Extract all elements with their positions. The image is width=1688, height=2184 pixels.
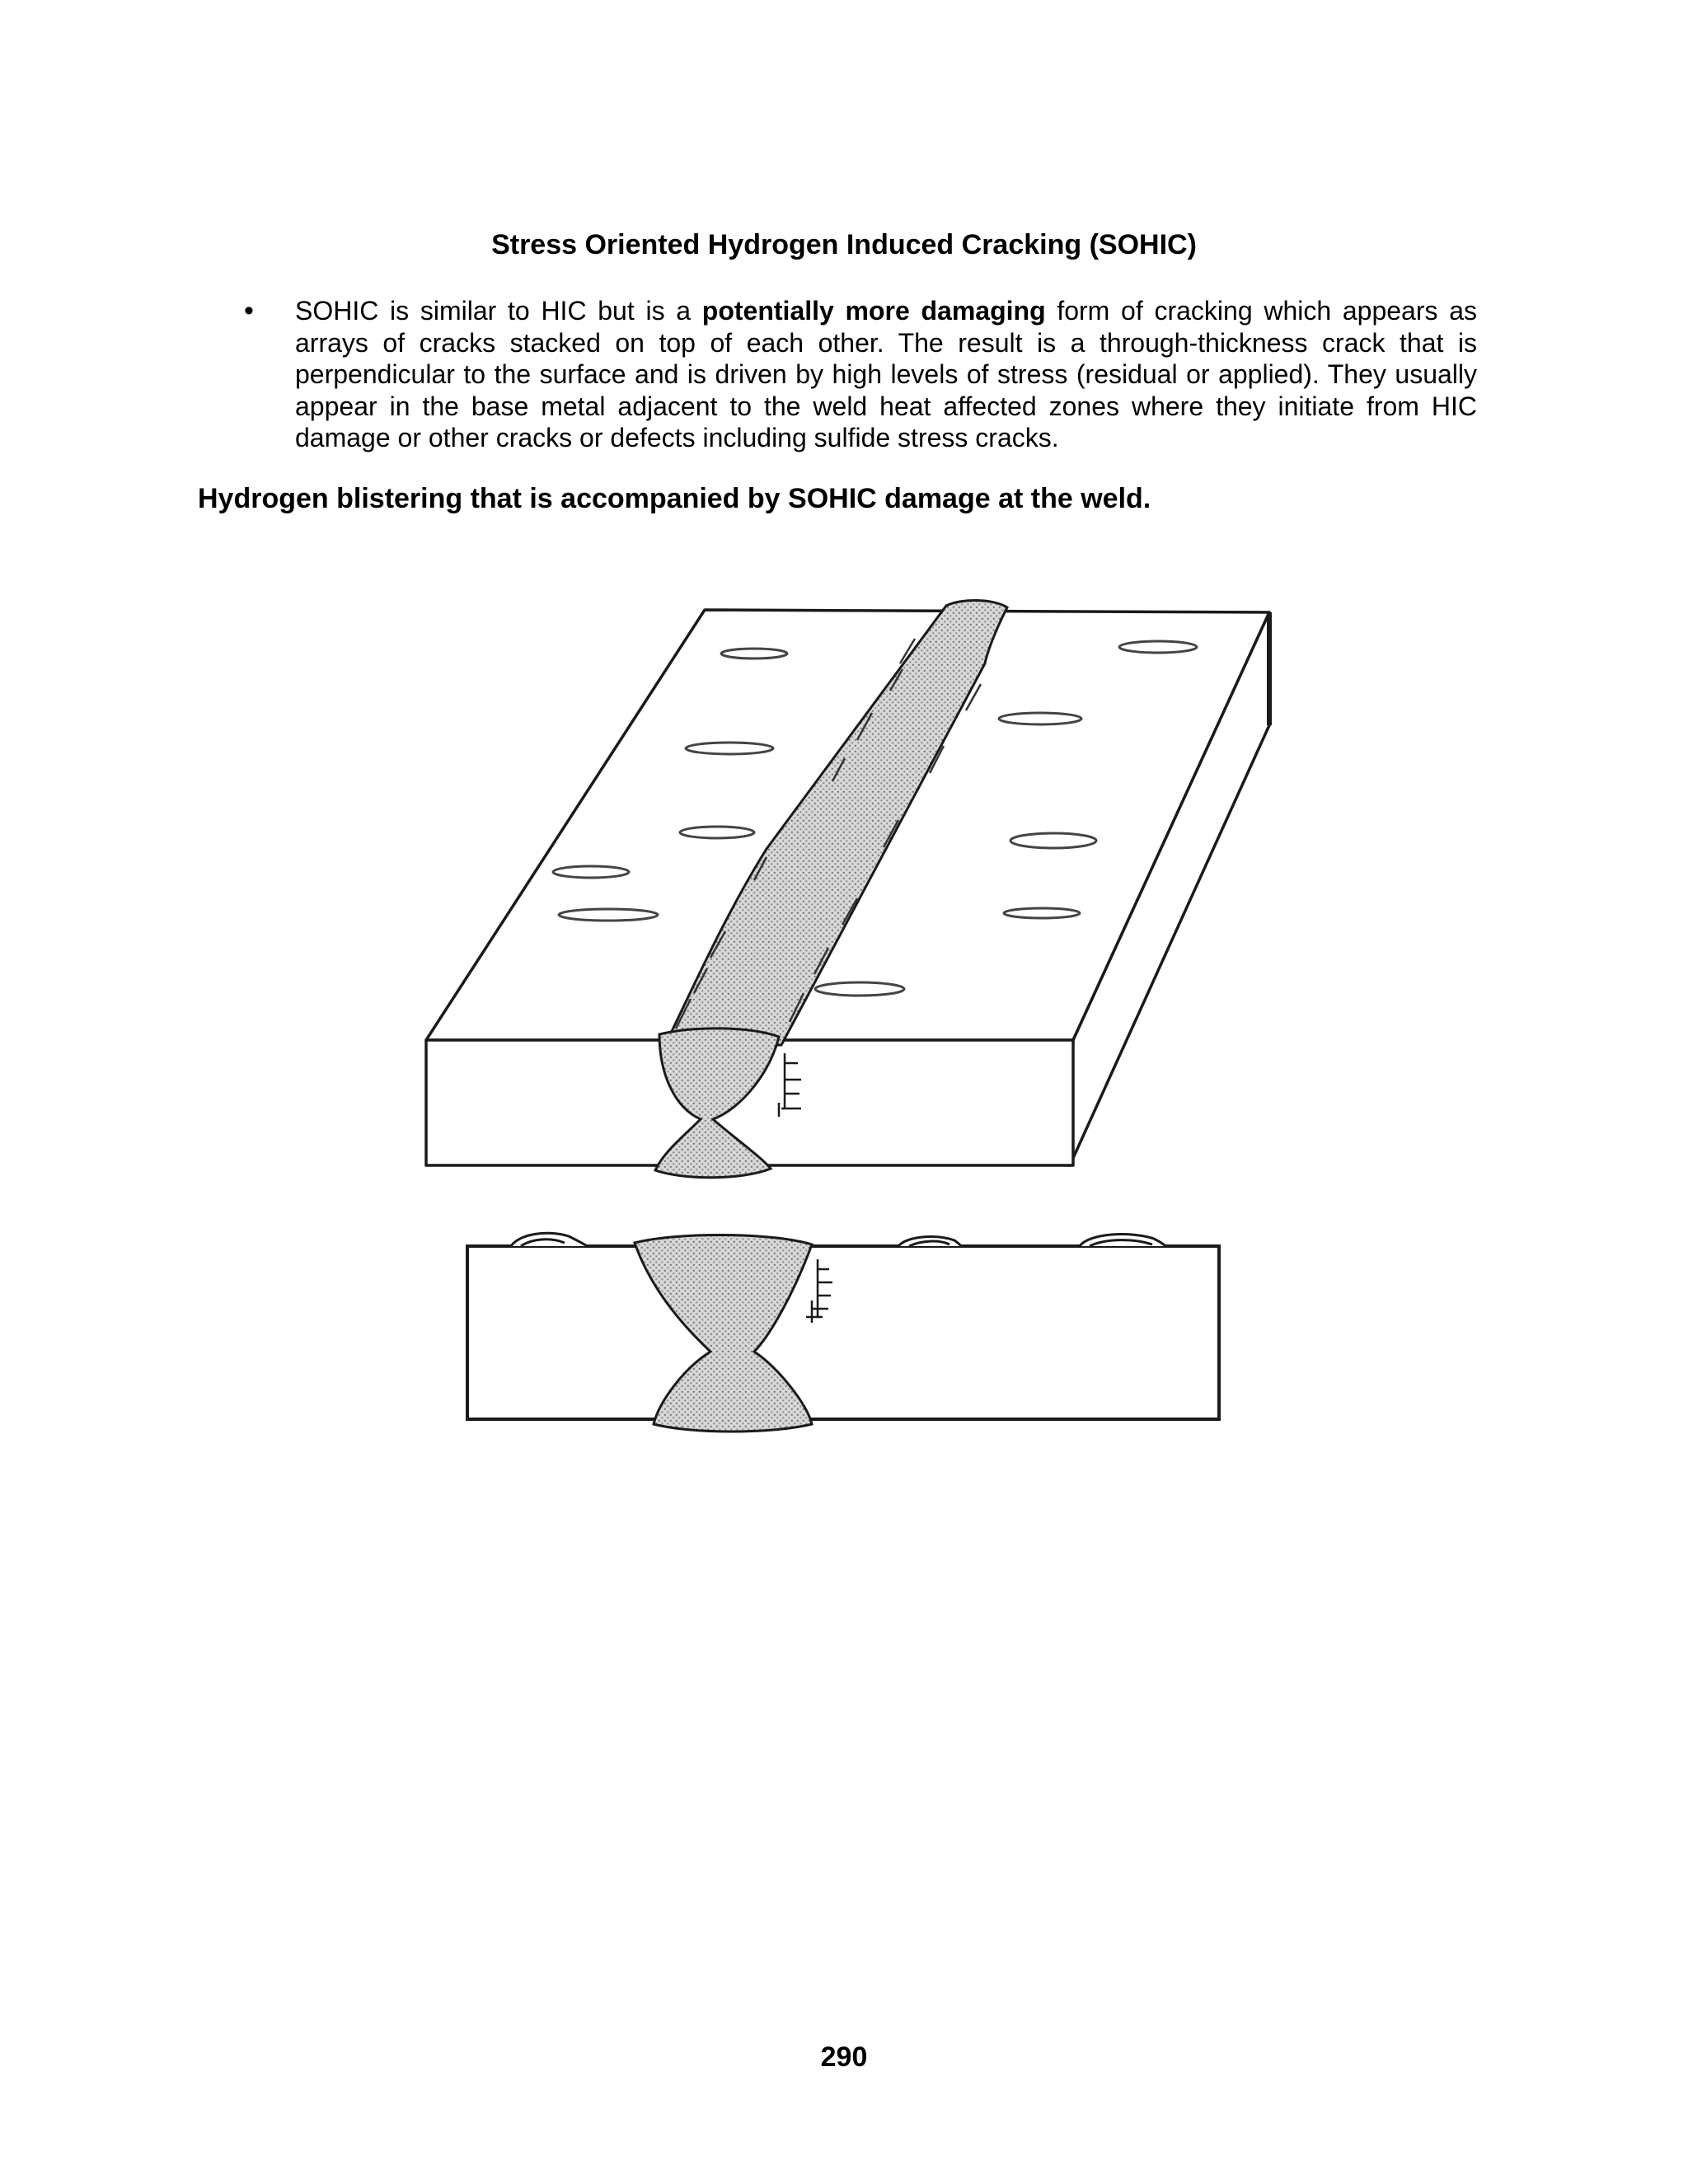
blister (1004, 908, 1080, 918)
bullet-text-emphasis: potentially more damaging (701, 296, 1046, 326)
blister (1119, 641, 1197, 653)
figure-heading: Hydrogen blistering that is accompanied by SOHIC damage at the weld. (198, 483, 1151, 514)
cross-section-plate (467, 1246, 1219, 1419)
page-title: Stress Oriented Hydrogen Induced Cracking (SOHIC) (491, 229, 1197, 260)
blister (721, 649, 787, 658)
page-number: 290 (820, 2041, 868, 2073)
hydrogen-blisters-section (511, 1233, 1165, 1246)
blister (553, 866, 629, 878)
bullet-text-start: SOHIC is similar to HIC but is a (295, 296, 702, 326)
blister (815, 982, 904, 996)
bullet-text-end: form of cracking which appears as arrays of cracks stacked on top of each other. The result is a through-thickness crack that is perpendicular to the surface and is driven by high levels of stress (residual or applied). They usually appear in the base metal adjacent to the weld heat affected zones where they initiate from HIC damage or other cracks or defects including sulfide stress cracks. (295, 296, 1478, 452)
blister (999, 713, 1081, 724)
blister (559, 909, 658, 921)
blister (686, 743, 773, 754)
cross-section-body (467, 1246, 1219, 1419)
bullet-icon: • (244, 295, 254, 326)
blister (680, 827, 754, 838)
blister (1010, 833, 1096, 848)
